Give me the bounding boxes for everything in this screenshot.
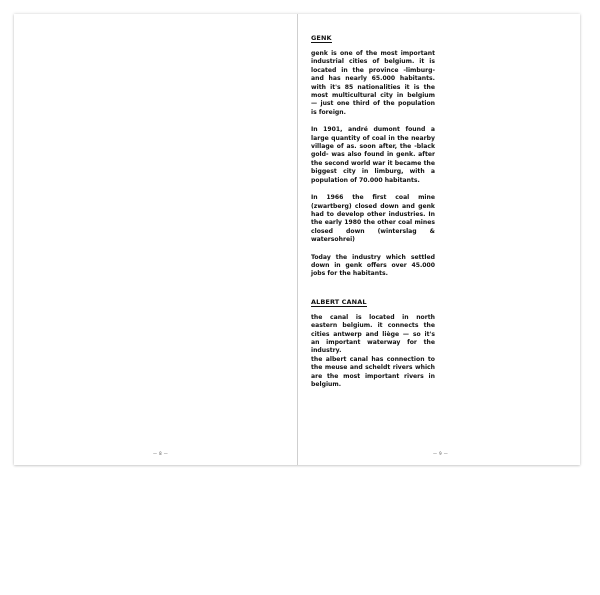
page-number-right: — 9 — bbox=[433, 451, 449, 456]
text-column bbox=[311, 34, 435, 389]
paragraph: the canal is located in north eastern belgium. it connects the cities antwerp and liège — so it's an important waterway for the industry. bbox=[311, 313, 435, 355]
paragraph: Today the industry which settled down in genk offers over 45.000 jobs for the habitants. bbox=[311, 253, 435, 278]
paragraph: genk is one of the most important industrial cities of belgium. it is located in the province -limburg- and has nearly 65.000 habitants. with it's 85 nationalities it is the most multicultural city in belgium — just one third of the population is foreign. bbox=[311, 50, 435, 116]
paragraph: In 1966 the first coal mine (zwartberg) closed down and genk had to develop other industries. In the early 1980 the other coal mines closed down (winterslag & watersohrei) bbox=[311, 194, 435, 244]
page-number-left: — 8 — bbox=[153, 451, 169, 456]
section-heading-genk: GENK bbox=[311, 34, 332, 42]
paragraph: the albert canal has connection to the meuse and scheldt rivers which are the most important rivers in belgium. bbox=[311, 355, 435, 388]
left-page bbox=[14, 14, 297, 465]
section-heading-albert-canal: ALBERT CANAL bbox=[311, 297, 367, 306]
section-spacer bbox=[311, 288, 435, 298]
paragraph: In 1901, andré dumont found a large quantity of coal in the nearby village of as. soon after, the -black gold- was also found in genk. after the second world war it became the biggest city in limburg, with a population of 70.000 habitants. bbox=[311, 126, 435, 184]
book-spread bbox=[14, 14, 580, 465]
right-page bbox=[298, 14, 580, 465]
